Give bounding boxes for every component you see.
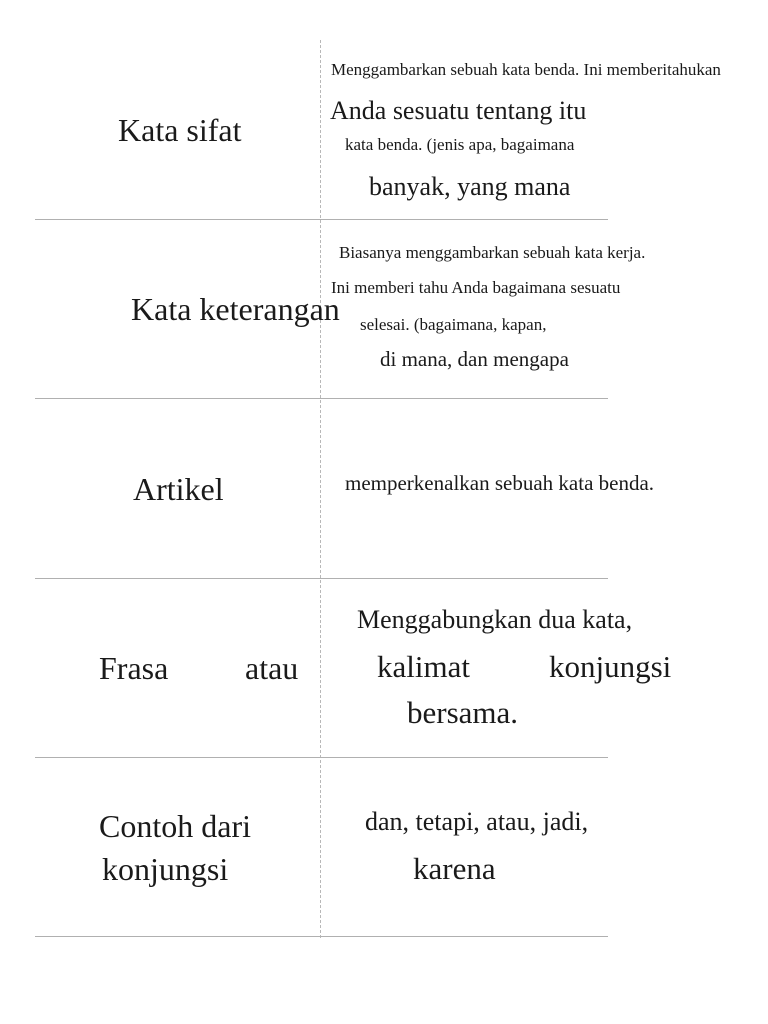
term-label: konjungsi	[102, 851, 229, 887]
definition-line: di mana, dan mengapa	[380, 347, 569, 371]
definition-line: banyak, yang mana	[369, 172, 571, 201]
definition-line: Menggabungkan dua kata,	[357, 605, 633, 634]
definition-line: Anda sesuatu tentang itu	[330, 96, 587, 125]
definition-line: Menggambarkan sebuah kata benda. Ini memberitahukan	[331, 60, 721, 79]
definition-line: dan, tetapi, atau, jadi,	[365, 807, 589, 836]
definition-line: kalimat	[377, 649, 470, 684]
definition-line: konjungsi	[549, 649, 672, 684]
term-label: Frasa	[99, 650, 169, 686]
row-divider	[35, 398, 608, 399]
definition-line: kata benda. (jenis apa, bagaimana	[345, 135, 575, 154]
term-label: atau	[245, 650, 299, 686]
term-label: Kata sifat	[118, 112, 242, 148]
row-divider	[35, 578, 608, 579]
definition-line: Ini memberi tahu Anda bagaimana sesuatu	[331, 278, 621, 297]
term-label: Contoh dari	[99, 808, 251, 844]
definition-line: Biasanya menggambarkan sebuah kata kerja.	[339, 243, 646, 262]
definition-line: selesai. (bagaimana, kapan,	[360, 315, 547, 334]
row-divider	[35, 757, 608, 758]
term-label: Kata keterangan	[131, 291, 340, 327]
row-divider	[35, 219, 608, 220]
term-label: Artikel	[133, 471, 224, 507]
vertical-fold-line	[320, 40, 321, 938]
definition-line: memperkenalkan sebuah kata benda.	[345, 471, 655, 495]
definition-line: bersama.	[407, 695, 519, 730]
definition-line: karena	[413, 851, 496, 886]
row-divider	[35, 936, 608, 937]
